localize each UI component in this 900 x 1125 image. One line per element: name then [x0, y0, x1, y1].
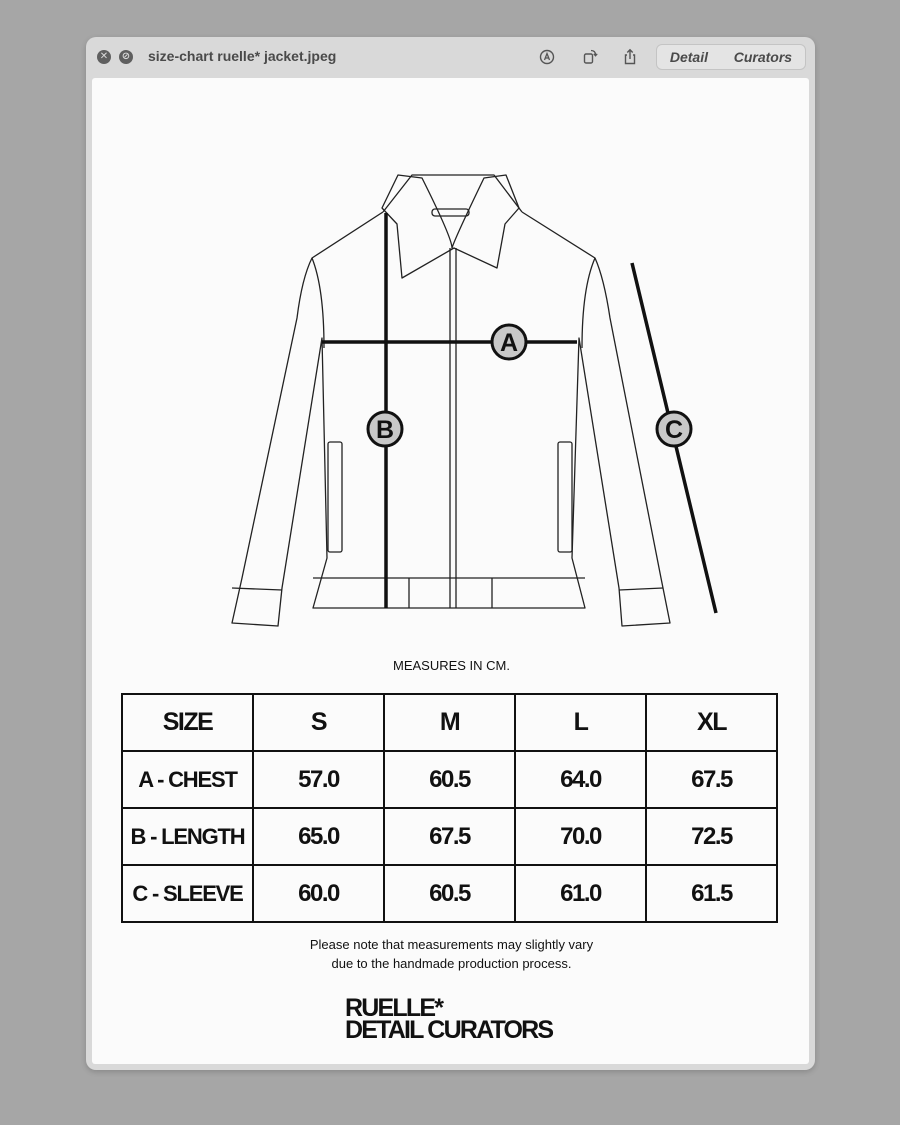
- table-cell: 70.0: [515, 808, 646, 865]
- table-header-cell: XL: [646, 694, 777, 751]
- image-canvas: [92, 78, 809, 1064]
- note-line: due to the handmade production process.: [331, 956, 572, 971]
- table-cell: 60.5: [384, 751, 515, 808]
- segment-curators[interactable]: Curators: [733, 49, 793, 65]
- segmented-control: [656, 44, 806, 70]
- measurement-note: [78, 935, 825, 973]
- title-bar: [86, 37, 815, 77]
- label-c: C: [664, 416, 684, 444]
- rotate-icon[interactable]: [580, 47, 600, 67]
- note-line: Please note that measurements may slightly vary: [309, 937, 594, 952]
- logo-line: DETAIL CURATORS: [345, 1016, 553, 1044]
- table-header-cell: M: [384, 694, 515, 751]
- table-cell: 67.5: [384, 808, 515, 865]
- minimize-icon[interactable]: ⊘: [119, 50, 133, 64]
- table-header-cell: S: [253, 694, 384, 751]
- row-label: B - LENGTH: [122, 808, 253, 865]
- table-cell: 64.0: [515, 751, 646, 808]
- table-header-row: [122, 694, 777, 751]
- preview-window: [86, 37, 815, 1070]
- table-cell: 61.5: [646, 865, 777, 922]
- label-c-badge: [657, 412, 691, 446]
- table-row: [122, 808, 777, 865]
- size-table: [121, 693, 778, 923]
- brand-logo: [345, 994, 553, 1044]
- jacket-diagram: [92, 78, 809, 638]
- window-title: size-chart ruelle* jacket.jpeg: [148, 48, 337, 64]
- table-row: [122, 751, 777, 808]
- segment-detail[interactable]: Detail: [669, 49, 708, 65]
- label-b-badge: [368, 412, 402, 446]
- table-cell: 65.0: [253, 808, 384, 865]
- table-cell: 72.5: [646, 808, 777, 865]
- table-cell: 60.0: [253, 865, 384, 922]
- label-b: B: [375, 416, 395, 444]
- row-label: C - SLEEVE: [122, 865, 253, 922]
- markup-pen-icon[interactable]: [537, 47, 557, 67]
- table-cell: 67.5: [646, 751, 777, 808]
- label-a-badge: [492, 325, 526, 359]
- table-cell: 60.5: [384, 865, 515, 922]
- close-icon[interactable]: ✕: [97, 50, 111, 64]
- table-header-cell: L: [515, 694, 646, 751]
- logo-line: RUELLE*: [345, 994, 443, 1022]
- row-label: A - CHEST: [122, 751, 253, 808]
- share-icon[interactable]: [620, 47, 640, 67]
- table-row: [122, 865, 777, 922]
- table-cell: 57.0: [253, 751, 384, 808]
- label-a: A: [499, 329, 519, 357]
- table-header-cell: SIZE: [122, 694, 253, 751]
- table-cell: 61.0: [515, 865, 646, 922]
- measures-caption: MEASURES IN CM.: [392, 658, 510, 673]
